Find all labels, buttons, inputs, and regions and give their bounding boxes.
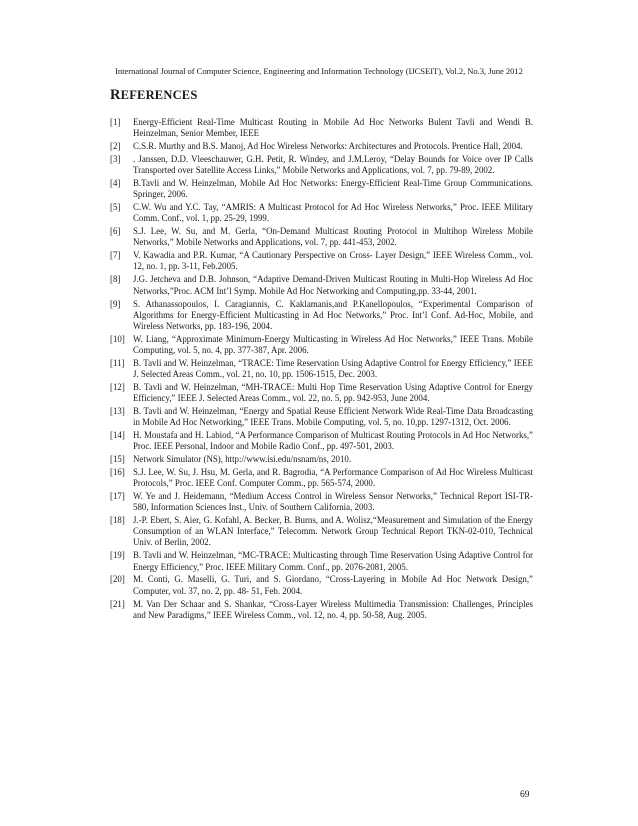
reference-item (110, 154, 533, 176)
reference-text: B.Tavli and W. Heinzelman, Mobile Ad Hoc Networks: Energy-Efficient Real-Time Group Communications. Springer, 2006. (133, 178, 533, 200)
section-heading (110, 87, 198, 104)
reference-text: M. Van Der Schaar and S. Shankar, “Cross-Layer Wireless Multimedia Transmission: Challenges, Principles and New Paradigms,” IEEE Wireless Comm., vol. 12, no. 4, pp. 50-58, Aug. 2005. (133, 598, 533, 620)
reference-item (110, 274, 533, 296)
running-header: International Journal of Computer Science, Engineering and Information Technology (IJCSEIT), Vol.2, No.3, June 2012 (115, 66, 523, 76)
reference-text: J.G. Jetcheva and D.B. Johnson, “Adaptive Demand-Driven Multicast Routing in Multi-Hop Wireless Ad Hoc Networks,”Proc. ACM Int’l Symp. Mobile Ad Hoc Networking and Computing,pp. 33-44, 2001. (133, 274, 533, 296)
reference-text: B. Tavli and W. Heinzelman, “MC-TRACE: Multicasting through Time Reservation Using Adaptive Control for Energy Efficiency,” Proc. IEEE Military Comm. Conf., pp. 2076-2081, 2005. (133, 550, 533, 572)
reference-item (110, 117, 533, 139)
reference-text: J.-P. Ebert, S. Aier, G. Kofahl, A. Becker, B. Burns, and A. Wolisz,“Measurement and Simulation of the Energy Consumption of an WLAN Interface,” Telecomm. Network Group Technical Report TKN-02-010, Technical Univ. of Berlin, 2002. (133, 515, 533, 548)
reference-item (110, 467, 533, 489)
reference-list (110, 117, 533, 623)
reference-number: [17] (110, 491, 125, 502)
reference-number: [9] (110, 298, 121, 309)
reference-text: S.J. Lee, W. Su, and M. Gerla, “On-Demand Multicast Routing Protocol in Multihop Wireless Mobile Networks,” Mobile Networks and Applications, vol. 7, pp. 441-453, 2002. (133, 226, 533, 248)
reference-item (110, 358, 533, 380)
reference-item (110, 178, 533, 200)
reference-text: H. Moustafa and H. Labiod, “A Performance Comparison of Multicast Routing Protocols in Ad Hoc Networks,” Proc. IEEE Personal, Indoor and Mobile Radio Conf., pp. 497-501, 2003. (133, 430, 533, 452)
reference-item (110, 299, 533, 332)
reference-number: [15] (110, 454, 125, 465)
reference-text: W. Liang, “Approximate Minimum-Energy Multicasting in Wireless Ad Hoc Networks,” IEEE Trans. Mobile Computing, vol. 5, no. 4, pp. 377-387, Apr. 2006. (133, 333, 533, 355)
reference-number: [20] (110, 574, 125, 585)
reference-number: [4] (110, 178, 121, 189)
reference-item (110, 334, 533, 356)
reference-item (110, 202, 533, 224)
reference-number: [14] (110, 430, 125, 441)
reference-number: [5] (110, 202, 121, 213)
reference-number: [18] (110, 515, 125, 526)
page-number: 69 (520, 790, 530, 800)
reference-number: [3] (110, 154, 121, 165)
reference-number: [8] (110, 274, 121, 285)
reference-number: [10] (110, 333, 125, 344)
reference-text: M. Conti, G. Maselli, G. Turi, and S. Giordano, “Cross-Layering in Mobile Ad Hoc Network Design,” Computer, vol. 37, no. 2, pp. 48- 51, Feb. 2004. (133, 574, 533, 596)
reference-number: [13] (110, 405, 125, 416)
reference-item (110, 406, 533, 428)
reference-item (110, 250, 533, 272)
reference-text: S. Athanassopoulos, I. Caragiannis, C. Kaklamanis,and P.Kanellopoulos, “Experimental Comparison of Algorithms for Energy-Efficient Multicasting in Ad Hoc Networks,” Proc. Int’l Conf. Ad-Hoc, Mobile, and Wireless Networks, pp. 183-196, 2004. (133, 298, 533, 331)
reference-item (110, 574, 533, 596)
reference-number: [19] (110, 550, 125, 561)
reference-number: [12] (110, 381, 125, 392)
reference-number: [21] (110, 598, 125, 609)
reference-number: [16] (110, 467, 125, 478)
reference-text: C.W. Wu and Y.C. Tay, “AMRIS: A Multicast Protocol for Ad Hoc Wireless Networks,” Proc. IEEE Military Comm. Conf., vol. 1, pp. 25-29, 1999. (133, 202, 533, 224)
reference-text: Energy-Efficient Real-Time Multicast Routing in Mobile Ad Hoc Networks Bulent Tavli and Wendi B. Heinzelman, Senior Member, IEEE (133, 117, 533, 139)
reference-text: . Janssen, D.D. Vleeschauwer, G.H. Petit, R. Windey, and J.M.Leroy, “Delay Bounds for Voice over IP Calls Transported over Satellite Access Links,” Mobile Networks and Applications, vol. 7, pp. 79-89, 2002. (133, 154, 533, 176)
reference-number: [2] (110, 141, 121, 152)
reference-item (110, 454, 533, 465)
reference-item (110, 430, 533, 452)
reference-item (110, 515, 533, 548)
reference-item (110, 491, 533, 513)
reference-number: [7] (110, 250, 121, 261)
reference-number: [6] (110, 226, 121, 237)
reference-text: S.J. Lee, W. Su, J. Hsu, M. Gerla, and R. Bagrodia, “A Performance Comparison of Ad Hoc Wireless Multicast Protocols,” Proc. IEEE Conf. Computer Comm., pp. 565-574, 2000. (133, 467, 533, 489)
reference-text: B. Tavli and W. Heinzelman, “TRACE: Time Reservation Using Adaptive Control for Energy Efficiency,” IEEE J. Selected Areas Comm., vol. 21, no. 10, pp. 1506-1515, Dec. 2003. (133, 357, 533, 379)
heading-rest: EFERENCES (120, 88, 198, 102)
heading-initial: R (110, 87, 121, 103)
reference-number: [11] (110, 357, 125, 368)
reference-item (110, 599, 533, 621)
reference-text: B. Tavli and W. Heinzelman, “MH-TRACE: Multi Hop Time Reservation Using Adaptive Control for Energy Efficiency,” IEEE J. Selected Areas Comm., vol. 22, no. 5, pp. 942-953, June 2004. (133, 381, 533, 403)
reference-text: W. Ye and J. Heidemann, “Medium Access Control in Wireless Sensor Networks,” Technical Report ISI-TR-580, Information Sciences Inst., Univ. of Southern California, 2003. (133, 491, 533, 513)
reference-text: V. Kawadia and P.R. Kumar, “A Cautionary Perspective on Cross- Layer Design,” IEEE Wireless Comm., vol. 12, no. 1, pp. 3-11, Feb.2005. (133, 250, 533, 272)
reference-number: [1] (110, 117, 121, 127)
reference-item (110, 226, 533, 248)
reference-text: B. Tavli and W. Heinzelman, “Energy and Spatial Reuse Efficient Network Wide Real-Time Data Broadcasting in Mobile Ad Hoc Networking,” IEEE Trans. Mobile Computing, vol. 5, no. 10,pp. 1297-1312, Oct. 2006. (133, 405, 533, 428)
reference-item (110, 141, 533, 152)
reference-item (110, 550, 533, 572)
reference-text: C.S.R. Murthy and B.S. Manoj, Ad Hoc Wireless Networks: Architectures and Protocols. Prentice Hall, 2004. (133, 141, 523, 152)
reference-item (110, 382, 533, 404)
reference-text: Network Simulator (NS), http://www.isi.edu/nsnam/ns, 2010. (133, 454, 352, 465)
